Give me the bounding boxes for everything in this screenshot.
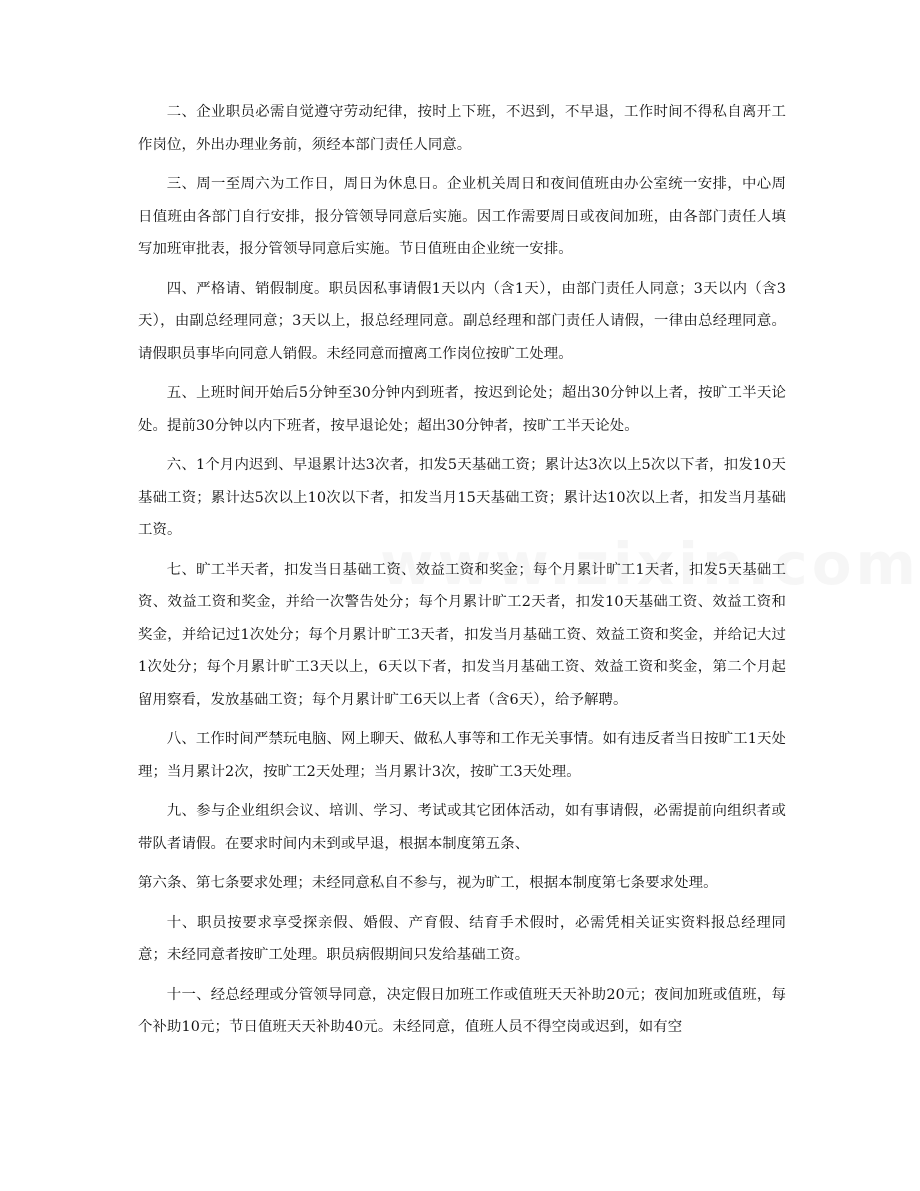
- article-3-paragraph: 三、周一至周六为工作日，周日为休息日。企业机关周日和夜间值班由办公室统一安排，中心周日值班由各部门自行安排，报分管领导同意后实施。因工作需要周日或夜间加班，由各部门责任人填写加班审批表，报分管领导同意后实施。节日值班由企业统一安排。: [138, 176, 786, 257]
- article-2-paragraph: 二、企业职员必需自觉遵守劳动纪律，按时上下班，不迟到，不早退，工作时间不得私自离开工作岗位，外出办理业务前，须经本部门责任人同意。: [138, 104, 786, 153]
- article-8-paragraph: 八、工作时间严禁玩电脑、网上聊天、做私人事等和工作无关事情。如有违反者当日按旷工1天处理；当月累计2次，按旷工2天处理；当月累计3次，按旷工3天处理。: [138, 731, 786, 780]
- article-9-continuation: 第六条、第七条要求处理；未经同意私自不参与，视为旷工，根据本制度第七条要求处理。: [138, 875, 718, 891]
- article-5-paragraph: 五、上班时间开始后5分钟至30分钟内到班者，按迟到论处；超出30分钟以上者，按旷工半天论处。提前30分钟以内下班者，按早退论处；超出30分钟者，按旷工半天论处。: [138, 385, 786, 434]
- article-4-paragraph: 四、严格请、销假制度。职员因私事请假1天以内（含1天），由部门责任人同意；3天以内（含3天），由副总经理同意；3天以上，报总经理同意。副总经理和部门责任人请假，一律由总经理同意。请假职员事毕向同意人销假。未经同意而擅离工作岗位按旷工处理。: [138, 280, 786, 362]
- article-11-paragraph: 十一、经总经理或分管领导同意，决定假日加班工作或值班天天补助20元；夜间加班或值班，每个补助10元；节日值班天天补助40元。未经同意，值班人员不得空岗或迟到，如有空: [138, 986, 786, 1035]
- article-9-paragraph: 九、参与企业组织会议、培训、学习、考试或其它团体活动，如有事请假，必需提前向组织者或带队者请假。在要求时间内未到或早退，根据本制度第五条、: [138, 803, 786, 852]
- article-7-paragraph: 七、旷工半天者，扣发当日基础工资、效益工资和奖金；每个月累计旷工1天者，扣发5天基础工资、效益工资和奖金，并给一次警告处分；每个月累计旷工2天者，扣发10天基础工资、效益工资和奖金，并给记过1次处分；每个月累计旷工3天者，扣发当月基础工资、效益工资和奖金，并给记大过1次处分；每个月累计旷工3天以上，6天以下者，扣发当月基础工资、效益工资和奖金，第二个月起留用察看，发放基础工资；每个月累计旷工6天以上者（含6天），给予解聘。: [138, 561, 786, 708]
- article-10-paragraph: 十、职员按要求享受探亲假、婚假、产育假、结育手术假时，必需凭相关证实资料报总经理同意；未经同意者按旷工处理。职员病假期间只发给基础工资。: [138, 914, 786, 963]
- article-6-paragraph: 六、1个月内迟到、早退累计达3次者，扣发5天基础工资；累计达3次以上5次以下者，扣发10天基础工资；累计达5次以上10次以下者，扣发当月15天基础工资；累计达10次以上者，扣发当月基础工资。: [138, 457, 786, 538]
- document-body: [138, 96, 786, 1051]
